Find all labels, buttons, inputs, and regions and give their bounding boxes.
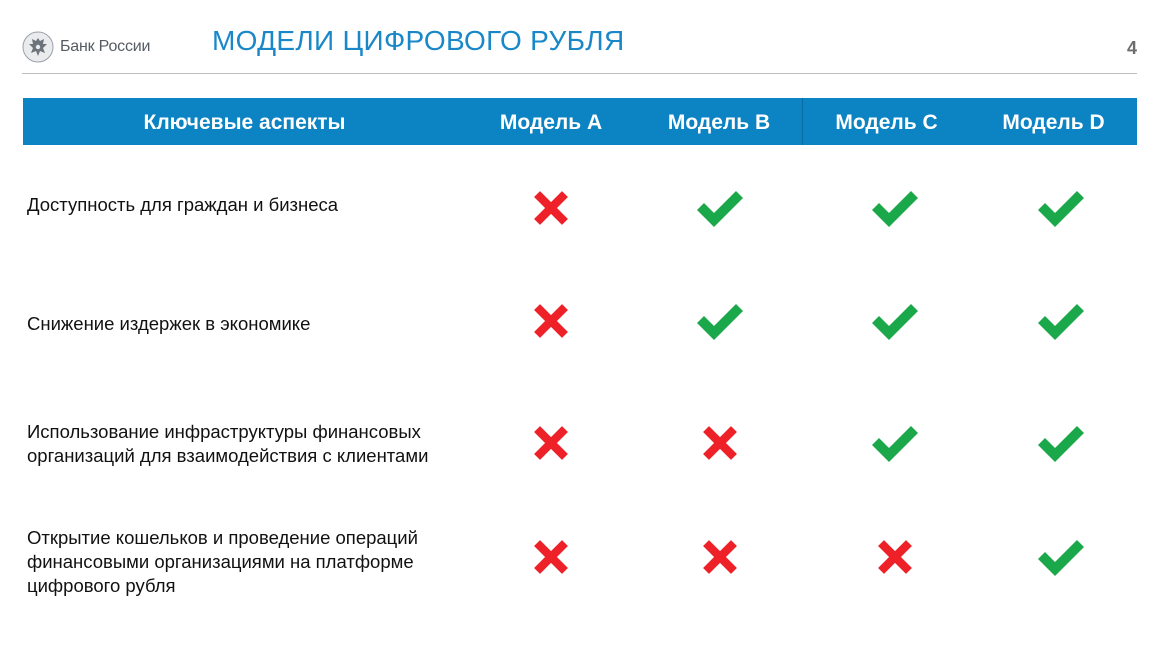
check-icon (1035, 531, 1087, 583)
check-icon (1035, 417, 1087, 469)
cross-icon (873, 535, 917, 579)
column-header-aspects: Ключевые аспекты (143, 111, 346, 134)
page-title: МОДЕЛИ ЦИФРОВОГО РУБЛЯ (212, 25, 625, 56)
cross-icon (529, 299, 573, 343)
column-header-model-a: Модель A (499, 111, 603, 134)
column-header-model-c: Модель C (835, 111, 938, 134)
row-aspect-label: Доступность для граждан и бизнеса (27, 194, 339, 215)
check-icon (694, 182, 746, 234)
bank-logo (22, 30, 150, 64)
logo-text: Банк России (60, 38, 151, 55)
column-header-model-b: Модель B (667, 111, 771, 134)
check-icon (1035, 182, 1087, 234)
cross-icon (529, 535, 573, 579)
cross-icon (698, 535, 742, 579)
check-icon (869, 295, 921, 347)
row-aspect-label: Снижение издержек в экономике (27, 313, 311, 334)
check-icon (694, 295, 746, 347)
row-aspect-label: Использование инфраструктуры финансовых организаций для взаимодействия с клиентами (27, 421, 429, 466)
eagle-emblem-icon (22, 31, 54, 63)
page-number: 4 (1126, 38, 1137, 58)
cross-icon (529, 186, 573, 230)
cross-icon (529, 421, 573, 465)
column-header-model-d: Модель D (1002, 111, 1105, 134)
header-divider (22, 73, 1137, 74)
table-header (23, 98, 1137, 145)
cross-icon (698, 421, 742, 465)
check-icon (869, 417, 921, 469)
check-icon (1035, 295, 1087, 347)
check-icon (869, 182, 921, 234)
row-aspect-label: Открытие кошельков и проведение операций финансовыми организациями на платформе цифрового рубля (27, 527, 418, 596)
